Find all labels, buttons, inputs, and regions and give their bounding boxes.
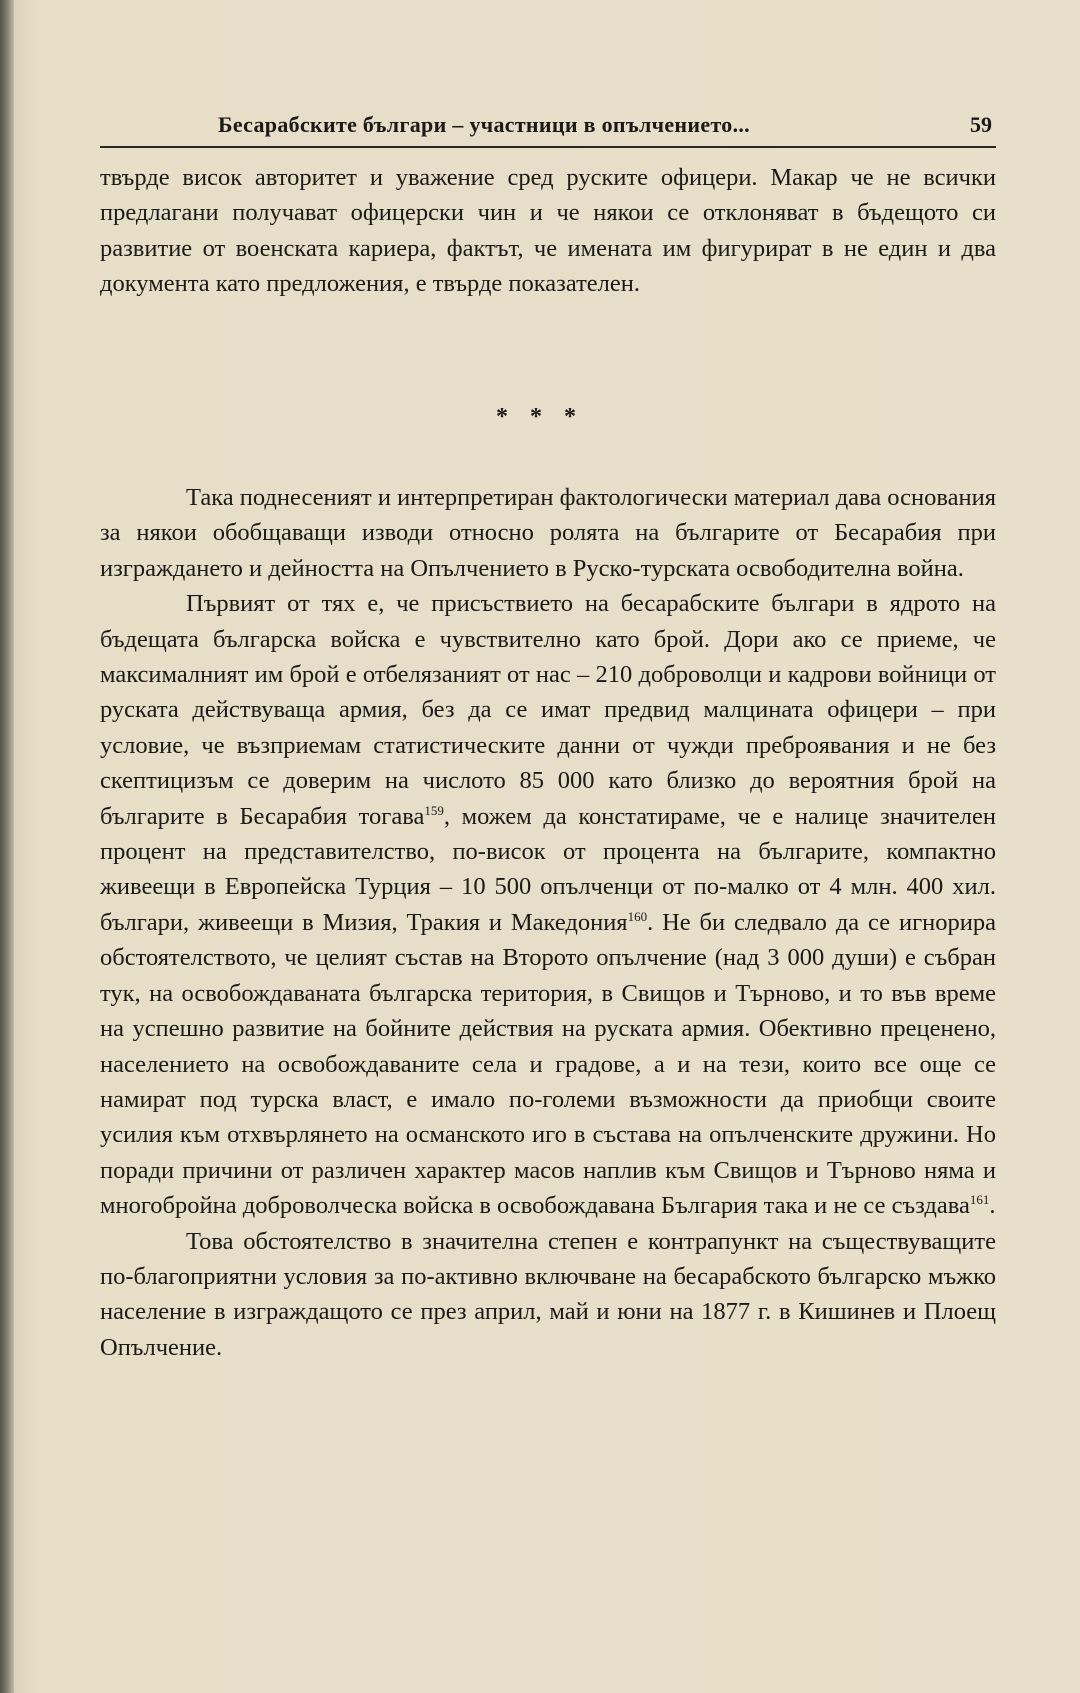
page-number: 59 — [970, 112, 992, 137]
binding-shadow — [0, 0, 14, 1693]
paragraph-1: Така поднесеният и интерпретиран фактологически материал дава основания за някои обобщаващи изводи относно ролята на българите от Бесарабия при изграждането и дейността на Опълчението в Руско-турската освободителна война. — [100, 484, 996, 582]
section-separator: * * * — [496, 404, 584, 430]
paragraph-3: Това обстоятелство в значителна степен е контрапункт на съществуващите по-благоприятни условия за по-активно включване на бесарабското българско мъжко население в изграждащото се през април, май и юни на 1877 г. в Кишинев и Плоещ Опълчение. — [100, 1227, 996, 1361]
footnote-ref-159: 159 — [424, 802, 444, 818]
footnote-ref-161: 161 — [969, 1192, 990, 1208]
running-title: Бесарабските българи – участници в опълчението... — [218, 112, 750, 137]
paragraph-2-part-1: Първият от тях е, че присъствието на бесарабските българи в ядрото на бъдещата българска войска е чувствително като брой. Дори ако се приеме, че максималният им брой е отбелязаният от нас – 210 доброволци и кадрови войници от руската действуваща армия, без да се имат предвид малцината офицери – при условие, че възприемам статистическите данни от чужди преброявания и не без скептицизъм се доверим на числото 85 000 като близко до вероятния брой на българите в Бесарабия тогава — [100, 590, 996, 830]
continuation-paragraph: твърде висок авторитет и уважение сред руските офицери. Макар че не всички предлагани получават офицерски чин и че някои се отклоняват в бъдещото си развитие от военската кариера, фактът, че имената им фигурират в не един и два документа като предложения, е твърде показателен. — [100, 164, 996, 298]
paragraph-2 — [100, 586, 996, 1223]
paragraph-2-part-3: . Не би следвало да се игнорира обстоятелството, че целият състав на Второто опълчение (над 3 000 души) е събран тук, на освобождаваната българска територия, в Свищов и Търново, и то във време на успешно развитие на бойните действия на руската армия. Обективно преценено, населението на освобождаваните села и градове, а и на тези, които все още се намират под турска власт, е имало по-големи възможности да приобщи своите усилия към отхвърлянето на османското иго в състава на опълченските дружини. Но поради причини от различен характер масов наплив към Свищов и Търново няма и многобройна доброволческа войска в освобождавана България така и не се създава — [100, 908, 996, 1220]
paragraph-2-part-4: . — [989, 1192, 996, 1220]
footnote-ref-160: 160 — [627, 908, 648, 924]
main-text — [100, 480, 996, 1365]
paragraph-2-part-2: , можем да констатираме, че е налице значителен процент на представителство, по-висок от процента на българите, компактно живеещи в Европейска Турция – 10 500 опълченци от по-малко от 4 млн. 400 хил. българи, живеещи в Мизия, Тракия и Македония — [100, 802, 996, 936]
running-head — [100, 110, 996, 148]
continuation-text — [100, 160, 996, 302]
